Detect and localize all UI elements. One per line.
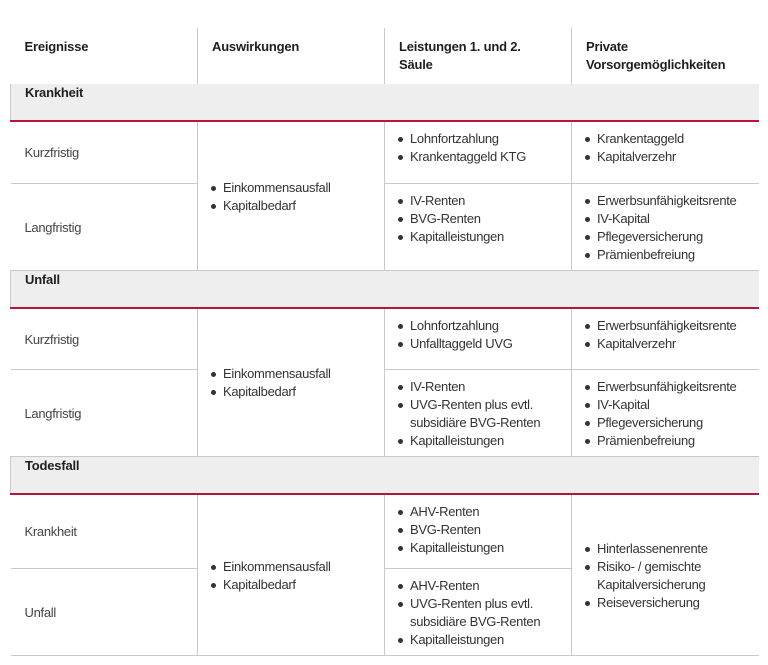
header-row: [11, 28, 759, 84]
row-label: Kurzfristig: [11, 308, 198, 370]
list-item: Lohnfortzahlung: [397, 130, 559, 148]
private-list: [584, 192, 747, 264]
list-item: Prämienbefreiung: [584, 432, 747, 450]
benefits-list: [397, 192, 559, 246]
list-item: BVG-Renten: [397, 210, 559, 228]
list-item: Einkommensausfall: [210, 558, 372, 576]
row-label: Langfristig: [11, 370, 198, 457]
section-row: [11, 270, 759, 308]
table-row: [11, 121, 759, 183]
benefits-cell: [385, 568, 572, 655]
private-cell: [572, 494, 759, 655]
list-item: Kapitalverzehr: [584, 335, 747, 353]
row-label: Unfall: [11, 568, 198, 655]
list-item: Kapitalbedarf: [210, 197, 372, 215]
list-item: Pflegeversicherung: [584, 228, 747, 246]
list-item: IV-Kapital: [584, 210, 747, 228]
benefits-cell: [385, 183, 572, 270]
private-cell: [572, 121, 759, 183]
private-cell: [572, 370, 759, 457]
effects-list: [210, 558, 372, 594]
header-ereignisse: Ereignisse: [24, 39, 89, 54]
table-row: [11, 183, 759, 270]
list-item: Krankentaggeld KTG: [397, 148, 559, 166]
list-item: Kapitalleistungen: [397, 631, 559, 649]
list-item: Kapitalverzehr: [584, 148, 747, 166]
insurance-overview-table: [10, 28, 759, 656]
table-row: [11, 370, 759, 457]
private-cell: [572, 308, 759, 370]
header-private-vorsorge: Private Vorsorgemöglichkeiten: [572, 28, 759, 84]
private-list: [584, 130, 747, 166]
list-item: Risiko- / gemischte Kapitalversicherung: [584, 558, 747, 594]
list-item: IV-Kapital: [584, 396, 747, 414]
list-item: Einkommensausfall: [210, 365, 372, 383]
list-item: AHV-Renten: [397, 503, 559, 521]
effects-cell: [198, 121, 385, 270]
section-title: Todesfall: [11, 457, 759, 495]
list-item: Erwerbsunfähigkeitsrente: [584, 378, 747, 396]
benefits-list: [397, 378, 559, 450]
list-item: Hinterlassenenrente: [584, 540, 747, 558]
list-item: Reiseversicherung: [584, 594, 747, 612]
list-item: Kapitalleistungen: [397, 539, 559, 557]
list-item: Kapitalbedarf: [210, 576, 372, 594]
list-item: BVG-Renten: [397, 521, 559, 539]
list-item: IV-Renten: [397, 192, 559, 210]
header-leistungen: Leistungen 1. und 2. Säule: [385, 28, 572, 84]
effects-list: [210, 365, 372, 401]
list-item: UVG-Renten plus evtl. subsidiäre BVG-Renten: [397, 396, 559, 432]
benefits-cell: [385, 308, 572, 370]
row-label: Krankheit: [11, 494, 198, 568]
table-body: [11, 84, 759, 655]
list-item: Lohnfortzahlung: [397, 317, 559, 335]
benefits-list: [397, 130, 559, 166]
list-item: Erwerbsunfähigkeitsrente: [584, 317, 747, 335]
insurance-table-frame: [10, 28, 758, 656]
benefits-cell: [385, 121, 572, 183]
private-list: [584, 540, 747, 612]
list-item: Prämienbefreiung: [584, 246, 747, 264]
section-title: Unfall: [11, 270, 759, 308]
effects-cell: [198, 494, 385, 655]
list-item: Kapitalleistungen: [397, 228, 559, 246]
list-item: Krankentaggeld: [584, 130, 747, 148]
effects-cell: [198, 308, 385, 457]
section-title: Krankheit: [11, 84, 759, 121]
benefits-list: [397, 577, 559, 649]
list-item: Einkommensausfall: [210, 179, 372, 197]
table-row: [11, 308, 759, 370]
list-item: Kapitalbedarf: [210, 383, 372, 401]
private-cell: [572, 183, 759, 270]
list-item: Kapitalleistungen: [397, 432, 559, 450]
private-list: [584, 378, 747, 450]
table-row: [11, 494, 759, 568]
list-item: Erwerbsunfähigkeitsrente: [584, 192, 747, 210]
row-label: Langfristig: [11, 183, 198, 270]
list-item: UVG-Renten plus evtl. subsidiäre BVG-Renten: [397, 595, 559, 631]
private-list: [584, 317, 747, 353]
benefits-list: [397, 317, 559, 353]
header-auswirkungen: Auswirkungen: [198, 28, 385, 84]
list-item: IV-Renten: [397, 378, 559, 396]
effects-list: [210, 179, 372, 215]
row-label: Kurzfristig: [11, 121, 198, 183]
list-item: Unfalltaggeld UVG: [397, 335, 559, 353]
list-item: Pflegeversicherung: [584, 414, 747, 432]
benefits-cell: [385, 370, 572, 457]
list-item: AHV-Renten: [397, 577, 559, 595]
section-row: [11, 457, 759, 495]
section-row: [11, 84, 759, 121]
benefits-cell: [385, 494, 572, 568]
benefits-list: [397, 503, 559, 557]
